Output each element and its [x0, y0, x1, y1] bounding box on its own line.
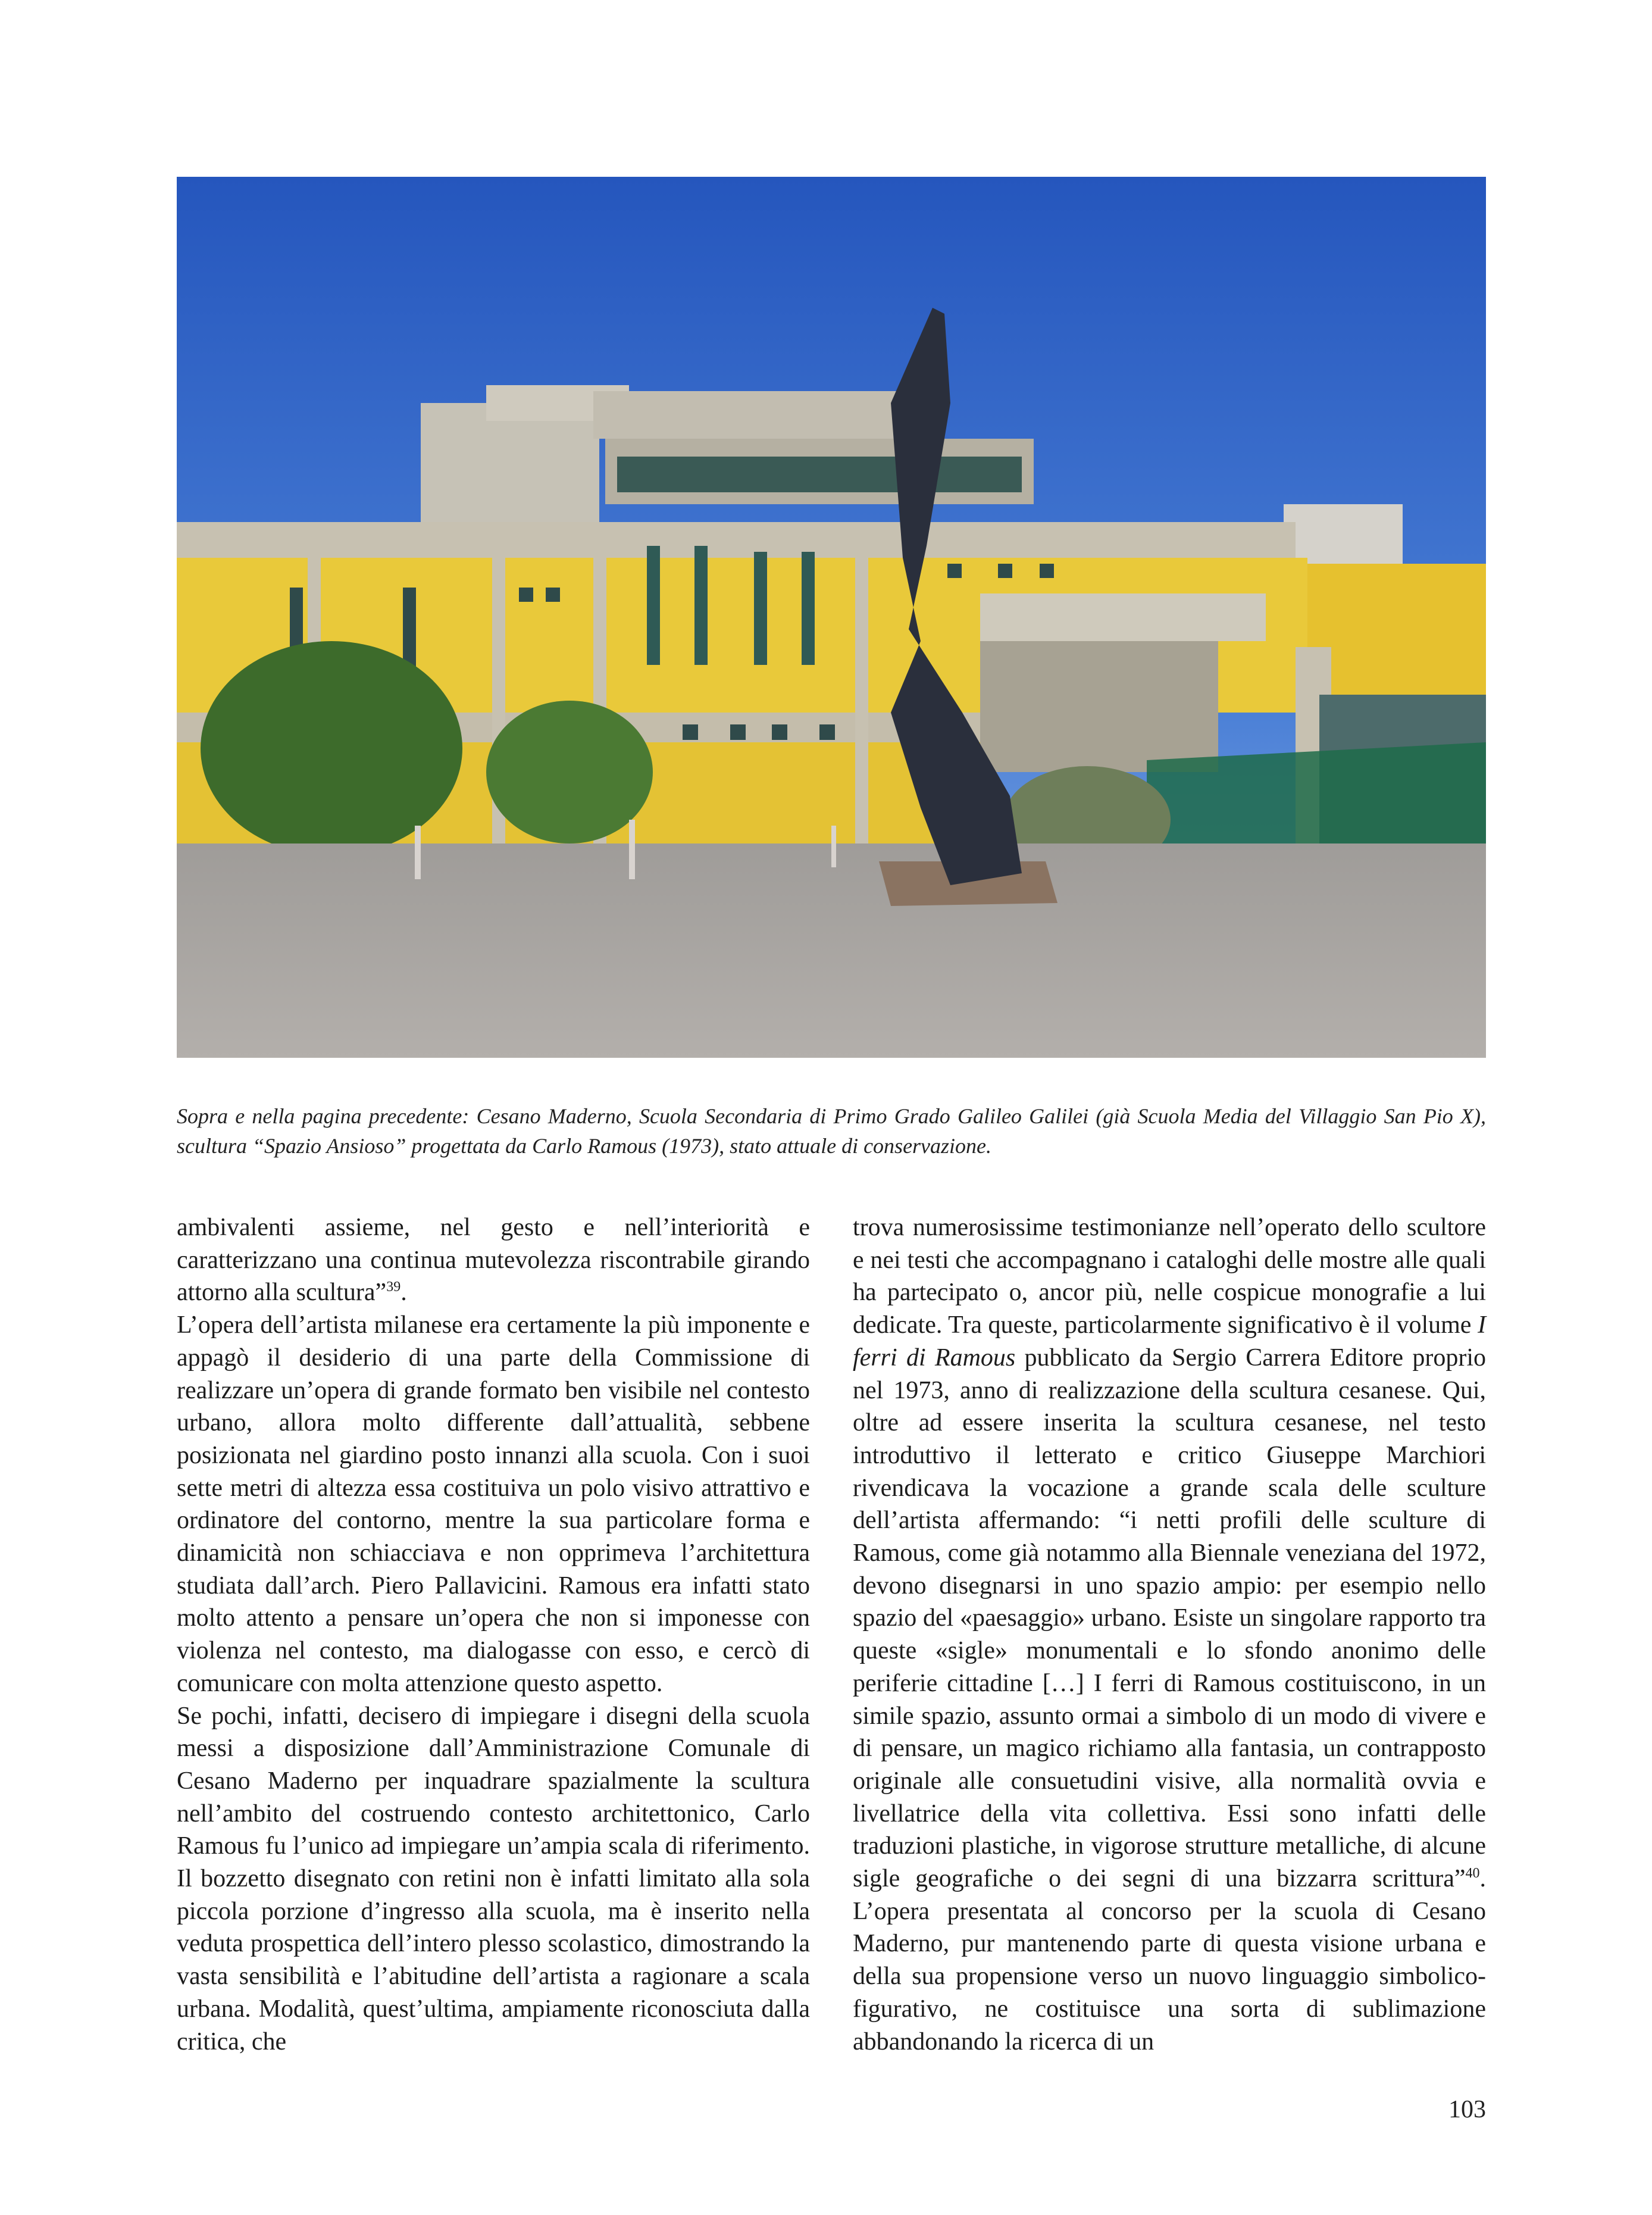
- left-column: [177, 1211, 810, 2058]
- photo: [177, 177, 1486, 1058]
- footnote-ref: 39: [386, 1279, 401, 1295]
- shrub: [201, 641, 462, 855]
- paragraph: L’opera dell’artista milanese era certamente la più imponente e appagò il desiderio di una parte della Commissione di realizzare un’opera di grande formato ben visibile nel contesto urbano, allora molto differente dall’attualità, sebbene posizionata nel giardino posto innanzi alla scuola. Con i suoi sette metri di altezza essa costituiva un polo visivo attrattivo e ordinatore del contorno, mentre la sua particolare forma e dinamicità non schiacciava e non opprimeva l’architettura studiata dall’arch. Piero Pallavicini. Ramous era infatti stato molto attento a pensare un’opera che non si imponesse con violenza nel contesto, ma dialogasse con esso, e cercò di comunicare con molta attenzione questo aspetto.: [177, 1311, 810, 1697]
- paragraph: trova numerosissime testimonianze nell’operato dello scultore e nei testi che accompagnano i cataloghi delle mostre alle quali ha partecipato o, ancor più, nelle cospicue monografie a lui dedicate. Tra queste, particolarmente significativo è il volume I ferri di Ramous pubblicato da Sergio Carrera Editore proprio nel 1973, anno di realizzazione della scultura cesanese. Qui, oltre ad essere inserita la scultura cesanese, nel testo introduttivo il letterato e critico Giuseppe Marchiori rivendicava la vocazione a grande scala delle sculture dell’artista affermando: “i netti profili delle sculture di Ramous, come già notammo alla Biennale veneziana del 1972, devono disegnarsi in uno spazio ampio: per esempio nello spazio del «paesaggio» urbano. Esiste un singolare rapporto tra queste «sigle» monumentali e lo sfondo anonimo delle periferie cittadine […] I ferri di Ramous costituiscono, in un simile spazio, assunto ormai a simbolo di un modo di vivere e di pensare, un magico richiamo alla fantasia, un contrapposto originale alle consuetudini visive, alla normalità ovvia e livellatrice della vita collettiva. Essi sono infatti delle traduzioni plastiche, in vigorose strutture metalliche, di alcune sigle geografiche o dei segni di una bizzarra scrittura”$^{40}$. L’opera presentata al concorso per la scuola di Cesano Maderno, pur mantenendo parte di questa visione urbana e della sua propensione verso un nuovo linguaggio simbolico-figurativo, ne costituisce una sorta di sublimazione abbandonando la ricerca di un: [853, 1214, 1486, 2055]
- photo-caption: Sopra e nella pagina precedente: Cesano Maderno, Scuola Secondaria di Primo Grado Galileo Galilei (già Scuola Media del Villaggio San Pio X), scultura “Spazio Ansioso” progettata da Carlo Ramous (1973), stato attuale di conservazione.: [177, 1104, 1486, 1158]
- page-number: 103: [1448, 2096, 1486, 2123]
- book-title: I ferri di Ramous: [853, 1311, 1486, 1372]
- footnote-ref: 40: [1465, 1866, 1480, 1882]
- paragraph: ambivalenti assieme, nel gesto e nell’interiorità e caratterizzano una continua mutevolezza riscontrabile girando attorno alla scultura”$^{39}$.: [177, 1214, 810, 1307]
- school-photo: [177, 177, 1486, 1058]
- right-column: [853, 1211, 1486, 2058]
- paragraph: Se pochi, infatti, decisero di impiegare i disegni della scuola messi a disposizione dall’Amministrazione Comunale di Cesano Maderno per inquadrare spazialmente la scultura nell’ambito del costruendo contesto architettonico, Carlo Ramous fu l’unico ad impiegare un’ampia scala di riferimento. Il bozzetto disegnato con retini non è infatti limitato alla sola piccola porzione d’ingresso alla scuola, ma è inserito nella veduta prospettica dell’intero plesso scolastico, dimostrando la vasta sensibilità e l’abitudine dell’artista a ragionare a scala urbana. Modalità, quest’ultima, ampiamente riconosciuta dalla critica, che: [177, 1702, 810, 2055]
- courtyard: [177, 843, 1486, 1058]
